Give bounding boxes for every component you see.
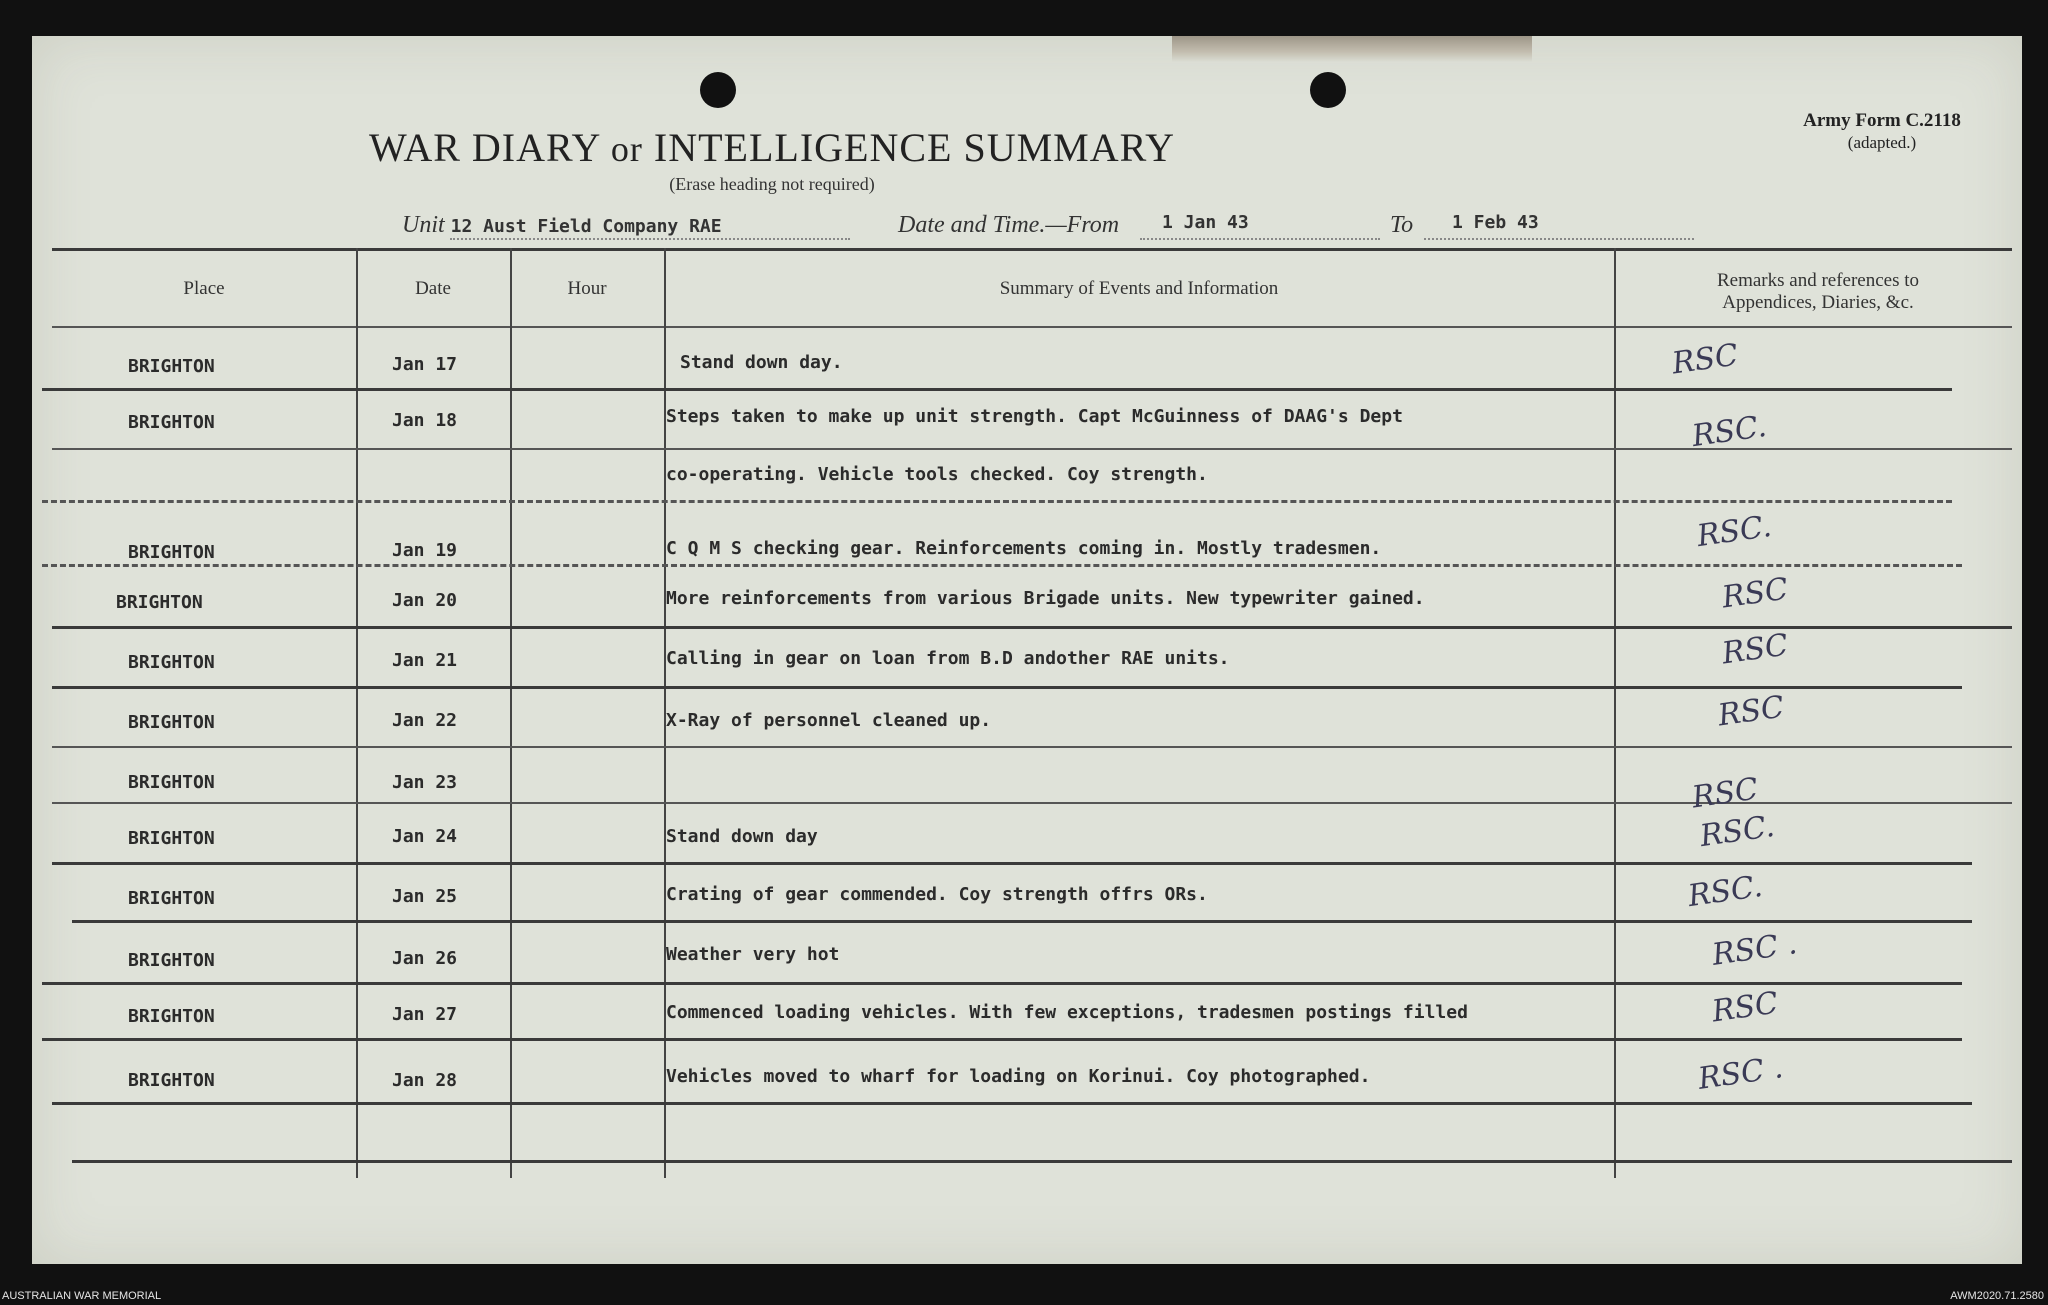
header-remarks-line1: Remarks and references to: [1716, 270, 1920, 291]
form-number-label: Army Form C.2118: [1803, 110, 1961, 131]
row-date: Jan 24: [392, 826, 458, 847]
row-date: Jan 26: [392, 948, 458, 969]
diary-table: [32, 36, 2022, 1264]
row-rule: [42, 388, 1952, 391]
row-summary: More reinforcements from various Brigade units. New typewriter gained.: [666, 588, 1425, 609]
row-date: Jan 21: [392, 650, 458, 671]
page-subtitle: (Erase heading not required): [669, 174, 875, 194]
row-initials-signature: RSC: [1715, 689, 1787, 734]
row-rule: [52, 686, 1962, 689]
row-initials-signature: RSC.: [1689, 408, 1769, 455]
footer-accession-number: AWM2020.71.2580: [1950, 1290, 2044, 1302]
row-rule: [72, 920, 1972, 923]
row-place: BRIGHTON: [128, 1006, 215, 1027]
row-place: BRIGHTON: [128, 712, 215, 733]
row-initials-signature: RSC: [1689, 771, 1761, 816]
row-initials-signature: RSC .: [1695, 1050, 1786, 1097]
unit-value: 12 Aust Field Company RAE: [450, 216, 722, 237]
header-date: Date: [415, 278, 451, 299]
row-place: BRIGHTON: [128, 542, 215, 563]
row-place: BRIGHTON: [128, 412, 215, 433]
header-summary: Summary of Events and Information: [999, 278, 1279, 299]
row-place: BRIGHTON: [128, 652, 215, 673]
row-summary: Commenced loading vehicles. With few exceptions, tradesmen postings filled: [666, 1002, 1468, 1023]
row-summary-continued: co-operating. Vehicle tools checked. Coy strength.: [666, 464, 1208, 485]
row-initials-signature: RSC: [1669, 337, 1741, 382]
row-place: BRIGHTON: [128, 950, 215, 971]
table-top-rule: [52, 248, 2012, 251]
row-rule: [52, 862, 1972, 865]
row-rule: [42, 1038, 1962, 1041]
row-summary: Stand down day: [666, 826, 818, 847]
table-bottom-rule: [72, 1160, 2012, 1163]
row-summary: Steps taken to make up unit strength. Capt McGuinness of DAAG's Dept: [666, 406, 1403, 427]
row-initials-signature: RSC.: [1697, 808, 1777, 855]
header-bottom-rule: [52, 326, 2012, 328]
row-place: BRIGHTON: [128, 772, 215, 793]
row-summary: Crating of gear commended. Coy strength offrs ORs.: [666, 884, 1208, 905]
row-date: Jan 19: [392, 540, 458, 561]
date-from-value: 1 Jan 43: [1162, 212, 1249, 233]
row-date: Jan 18: [392, 410, 458, 431]
row-rule: [52, 1102, 1972, 1105]
row-place: BRIGHTON: [128, 888, 215, 909]
to-label: To: [1390, 212, 1414, 238]
form-adapted-label: (adapted.): [1847, 133, 1917, 152]
row-rule: [42, 500, 1952, 503]
row-rule: [42, 564, 1962, 567]
row-date: Jan 23: [392, 772, 458, 793]
header-remarks-line2: Appendices, Diaries, &c.: [1722, 292, 1914, 313]
title-intelligence-summary: INTELLIGENCE SUMMARY: [653, 125, 1175, 170]
row-rule: [42, 982, 1962, 985]
row-summary: Calling in gear on loan from B.D andother RAE units.: [666, 648, 1230, 669]
row-initials-signature: RSC: [1719, 571, 1791, 616]
row-initials-signature: RSC .: [1709, 926, 1800, 973]
date-to-value: 1 Feb 43: [1452, 212, 1539, 233]
row-place: BRIGHTON: [128, 828, 215, 849]
row-date: Jan 22: [392, 710, 458, 731]
title-or: or: [610, 129, 643, 169]
unit-label: Unit: [402, 212, 445, 238]
row-date: Jan 28: [392, 1070, 458, 1091]
row-summary: C Q M S checking gear. Reinforcements coming in. Mostly tradesmen.: [666, 538, 1382, 559]
row-place: BRIGHTON: [116, 592, 203, 613]
diary-page: [32, 36, 2022, 1264]
row-rule: [52, 746, 2012, 748]
date-label: Date and Time.—From: [898, 212, 1120, 238]
row-rule: [52, 626, 2012, 629]
row-summary: Stand down day.: [680, 352, 843, 373]
header-hour: Hour: [567, 278, 607, 299]
row-summary: Weather very hot: [666, 944, 840, 965]
row-initials-signature: RSC.: [1685, 868, 1765, 915]
row-initials-signature: RSC: [1709, 985, 1781, 1030]
row-date: Jan 20: [392, 590, 458, 611]
header-remarks: [1614, 270, 2022, 314]
row-date: Jan 17: [392, 354, 458, 375]
row-initials-signature: RSC: [1719, 627, 1791, 672]
header-place: Place: [183, 278, 225, 299]
row-date: Jan 27: [392, 1004, 458, 1025]
footer-credit: AUSTRALIAN WAR MEMORIAL: [2, 1290, 162, 1302]
row-place: BRIGHTON: [128, 1070, 215, 1091]
row-date: Jan 25: [392, 886, 458, 907]
title-war-diary: WAR DIARY: [369, 125, 600, 170]
row-place: BRIGHTON: [128, 356, 215, 377]
row-summary: X-Ray of personnel cleaned up.: [666, 710, 992, 731]
row-summary: Vehicles moved to wharf for loading on Korinui. Coy photographed.: [666, 1066, 1371, 1087]
row-initials-signature: RSC.: [1694, 508, 1774, 555]
